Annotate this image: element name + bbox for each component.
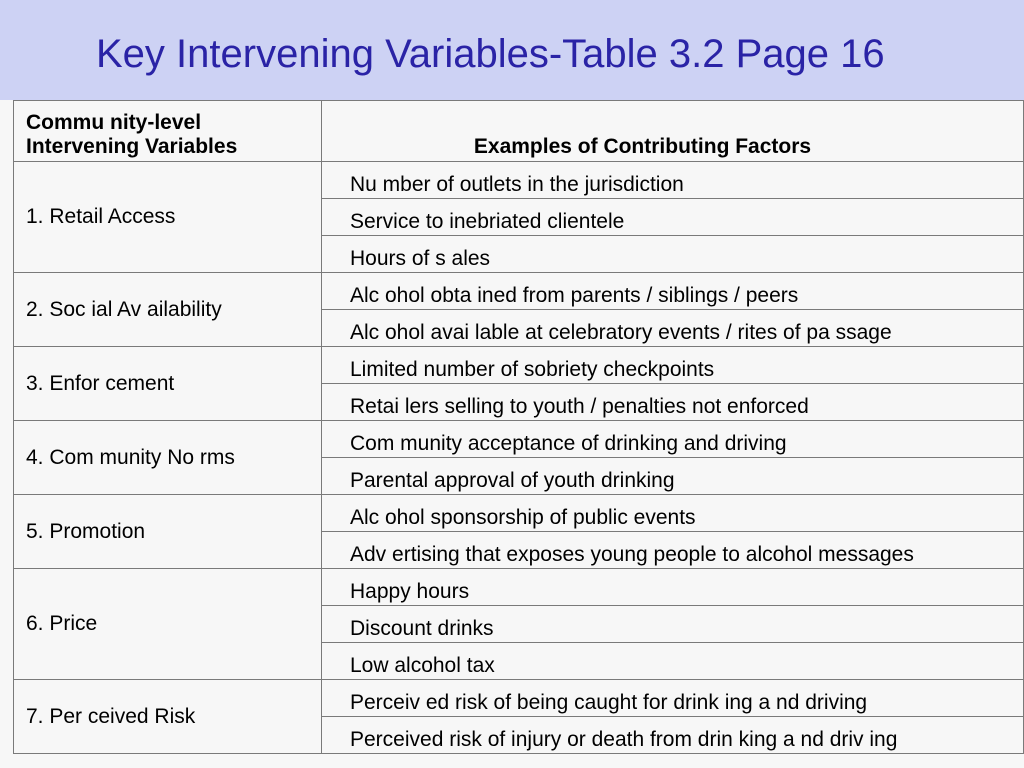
variable-cell: 7. Per ceived Risk — [14, 680, 322, 754]
factor-cell: Com munity acceptance of drinking and driving — [322, 421, 1024, 458]
table-header-row — [14, 101, 1024, 162]
variable-cell: 6. Price — [14, 569, 322, 680]
factor-cell: Hours of s ales — [322, 236, 1024, 273]
intervening-variables-table — [13, 100, 1024, 754]
header-col1 — [14, 101, 322, 162]
variable-cell: 4. Com munity No rms — [14, 421, 322, 495]
factor-cell: Nu mber of outlets in the jurisdiction — [322, 162, 1024, 199]
table-row — [14, 421, 1024, 458]
factor-cell: Happy hours — [322, 569, 1024, 606]
factor-cell: Parental approval of youth drinking — [322, 458, 1024, 495]
factor-cell: Perceiv ed risk of being caught for drink ing a nd driving — [322, 680, 1024, 717]
variable-cell: 5. Promotion — [14, 495, 322, 569]
factor-cell: Alc ohol obta ined from parents / siblings / peers — [322, 273, 1024, 310]
table-row — [14, 680, 1024, 717]
factor-cell: Adv ertising that exposes young people to alcohol messages — [322, 532, 1024, 569]
slide-title: Key Intervening Variables-Table 3.2 Page 16 — [96, 32, 885, 76]
factor-cell: Discount drinks — [322, 606, 1024, 643]
header-col2: Examples of Contributing Factors — [322, 101, 1024, 162]
table-row — [14, 347, 1024, 384]
variable-cell: 2. Soc ial Av ailability — [14, 273, 322, 347]
factor-cell: Low alcohol tax — [322, 643, 1024, 680]
variable-cell: 1. Retail Access — [14, 162, 322, 273]
factor-cell: Retai lers selling to youth / penalties not enforced — [322, 384, 1024, 421]
factor-cell: Alc ohol sponsorship of public events — [322, 495, 1024, 532]
table-row — [14, 273, 1024, 310]
table-row — [14, 495, 1024, 532]
factor-cell: Limited number of sobriety checkpoints — [322, 347, 1024, 384]
factor-cell: Perceived risk of injury or death from drin king a nd driv ing — [322, 717, 1024, 754]
header-col1-line2: Intervening Variables — [26, 135, 238, 158]
table-row — [14, 162, 1024, 199]
table-row — [14, 569, 1024, 606]
factor-cell: Alc ohol avai lable at celebratory events / rites of pa ssage — [322, 310, 1024, 347]
variable-cell: 3. Enfor cement — [14, 347, 322, 421]
factor-cell: Service to inebriated clientele — [322, 199, 1024, 236]
header-col1-line1: Commu nity-level — [26, 111, 202, 134]
